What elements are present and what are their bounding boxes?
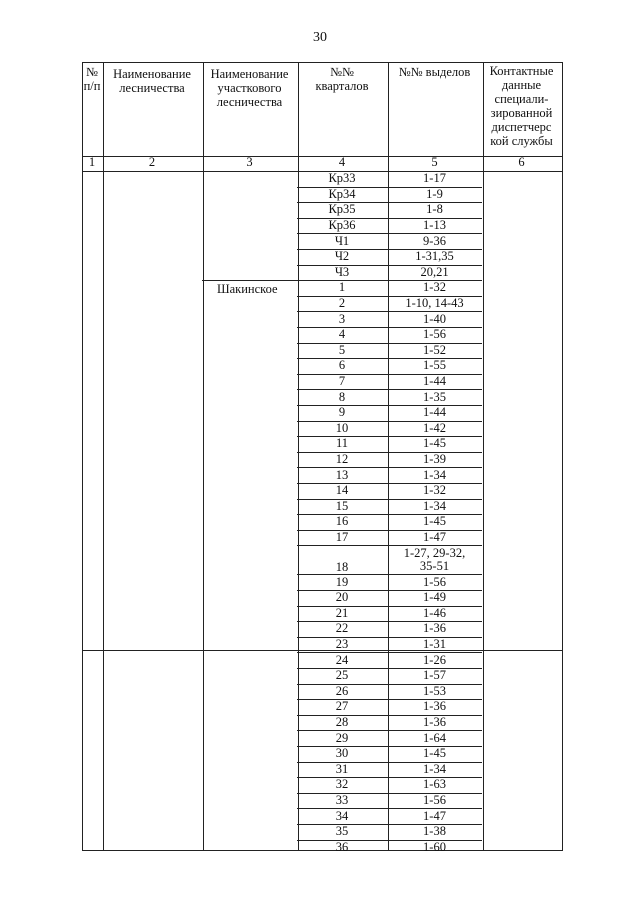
allotments-value: 1-53 xyxy=(423,683,446,698)
allotments-value: 1-36 xyxy=(423,699,446,714)
allotments-value: 1-9 xyxy=(426,186,443,201)
allotments-value: 1-42 xyxy=(423,420,446,435)
allotments-value: 1-35 xyxy=(423,389,446,404)
allotments-cell xyxy=(387,840,482,856)
header-contacts xyxy=(482,64,561,148)
allotments-cell xyxy=(387,483,482,499)
allotments-cell xyxy=(387,530,482,546)
allotments-value: 1-45 xyxy=(423,436,446,451)
quarter-cell: Кр34 xyxy=(328,186,356,201)
quarter-cell: 7 xyxy=(338,374,346,389)
allotments-value: 1-39 xyxy=(423,452,446,467)
quarter-cell: 5 xyxy=(338,342,346,357)
allotments-cell xyxy=(387,777,482,793)
allotments-value: 1-46 xyxy=(423,605,446,620)
allotments-value: 1-34 xyxy=(423,467,446,482)
column-divider xyxy=(203,63,204,850)
allotments-cell xyxy=(387,374,482,390)
quarter-cell: 20 xyxy=(335,590,349,605)
allotments-value: 1-44 xyxy=(423,374,446,389)
allotments-value: 1-52 xyxy=(423,342,446,357)
allotments-value: 1-17 xyxy=(423,171,446,186)
allotments-value: 1-26 xyxy=(423,652,446,667)
allotments-cell xyxy=(387,668,482,684)
allotments-value: 1-63 xyxy=(423,777,446,792)
header-district-name-line: Наименование xyxy=(210,67,289,81)
quarter-cell: 34 xyxy=(335,808,349,823)
allotments-cell xyxy=(387,545,482,574)
quarter-cell: 28 xyxy=(335,715,349,730)
quarter-cell: 36 xyxy=(335,839,349,854)
allotments-cell xyxy=(387,499,482,515)
header-forestry-name-line: лесничества xyxy=(119,81,185,95)
quarter-cell: 35 xyxy=(335,824,349,839)
allotments-cell xyxy=(387,187,482,203)
header-contacts-line: диспетчерс xyxy=(491,120,552,134)
allotments-cell xyxy=(387,311,482,327)
quarter-cell: 31 xyxy=(335,761,349,776)
quarter-cell: Кр33 xyxy=(328,171,356,186)
allotments-value: 1-60 xyxy=(423,839,446,854)
header-contacts-line: зированной xyxy=(490,106,553,120)
header-quarters-line: кварталов xyxy=(315,79,369,93)
allotments-value: 35-51 xyxy=(419,558,450,573)
quarter-cell: 18 xyxy=(335,560,349,575)
allotments-cell xyxy=(387,358,482,374)
allotments-value: 1-32 xyxy=(423,280,446,295)
quarter-cell: 10 xyxy=(335,420,349,435)
header-num-line: № xyxy=(86,65,98,79)
allotments-cell xyxy=(387,606,482,622)
column-number-3: 3 xyxy=(246,155,253,169)
allotments-value: 1-44 xyxy=(423,405,446,420)
header-num xyxy=(82,65,102,93)
quarter-cell: 24 xyxy=(335,652,349,667)
header-contacts-line: Контактные xyxy=(489,64,554,78)
allotments-value: 1-36 xyxy=(423,715,446,730)
allotments-value: 1-8 xyxy=(426,202,443,217)
column-number-1: 1 xyxy=(88,155,96,169)
quarter-cell: 30 xyxy=(335,746,349,761)
allotments-cell xyxy=(387,249,482,265)
allotments-value: 1-34 xyxy=(423,498,446,513)
quarter-cell: 15 xyxy=(335,498,349,513)
quarter-cell: 21 xyxy=(335,605,349,620)
allotments-value: 1-13 xyxy=(423,218,446,233)
allotments-value: 1-56 xyxy=(423,793,446,808)
header-quarters xyxy=(297,65,387,93)
allotments-value: 1-27, 29-32, xyxy=(403,545,466,560)
allotments-cell xyxy=(387,699,482,715)
allotments-value: 1-36 xyxy=(423,621,446,636)
quarter-cell: Ч2 xyxy=(334,249,350,264)
quarter-cell: 26 xyxy=(335,683,349,698)
quarter-cell: 32 xyxy=(335,777,349,792)
quarter-cell: 13 xyxy=(335,467,349,482)
allotments-cell xyxy=(387,652,482,668)
allotments-value: 1-31,35 xyxy=(415,249,454,264)
quarter-cell: 9 xyxy=(338,405,346,420)
quarter-cell: 4 xyxy=(338,327,346,342)
district-label: Шакинское xyxy=(217,282,278,297)
allotments-value: 1-64 xyxy=(423,730,446,745)
allotments-value: 1-47 xyxy=(423,530,446,545)
allotments-cell xyxy=(387,467,482,483)
allotments-value: 1-56 xyxy=(423,574,446,589)
allotments-cell xyxy=(387,574,482,590)
allotments-value: 1-57 xyxy=(423,668,446,683)
allotments-cell xyxy=(387,265,482,281)
allotments-cell xyxy=(387,233,482,249)
column-divider xyxy=(103,63,104,850)
quarter-cell: 2 xyxy=(338,296,346,311)
allotments-cell xyxy=(387,514,482,530)
quarter-cell: 1 xyxy=(338,280,346,295)
allotments-cell xyxy=(387,202,482,218)
allotments-value: 1-45 xyxy=(423,514,446,529)
allotments-cell xyxy=(387,452,482,468)
header-forestry-name xyxy=(102,67,202,95)
allotments-value: 1-10, 14-43 xyxy=(405,296,464,311)
allotments-value: 9-36 xyxy=(423,233,446,248)
allotments-cell xyxy=(387,808,482,824)
column-number-5: 5 xyxy=(431,155,438,169)
allotments-cell xyxy=(387,684,482,700)
page-number: 30 xyxy=(313,30,327,45)
allotments-cell xyxy=(387,746,482,762)
header-num-line: п/п xyxy=(83,79,101,93)
allotments-cell xyxy=(387,389,482,405)
header-allotments-line: №№ выделов xyxy=(398,65,471,79)
allotments-cell xyxy=(387,762,482,778)
header-contacts-line: кой службы xyxy=(490,134,553,148)
quarter-cell: 16 xyxy=(335,514,349,529)
allotments-value: 1-49 xyxy=(423,590,446,605)
quarter-cell: 23 xyxy=(335,637,349,652)
header-forestry-name-line: Наименование xyxy=(113,67,191,81)
quarter-cell: 8 xyxy=(338,389,346,404)
allotments-value: 1-34 xyxy=(423,761,446,776)
quarter-cell: 19 xyxy=(335,574,349,589)
allotments-value: 1-40 xyxy=(423,311,446,326)
quarter-cell: Ч1 xyxy=(334,233,350,248)
allotments-cell xyxy=(387,824,482,840)
column-number-4: 4 xyxy=(338,155,346,169)
allotments-cell xyxy=(387,218,482,234)
allotments-cell xyxy=(387,730,482,746)
allotments-cell xyxy=(387,405,482,421)
allotments-cell xyxy=(387,280,482,296)
allotments-cell xyxy=(387,637,482,653)
allotments-cell xyxy=(387,171,482,187)
quarter-cell: 22 xyxy=(335,621,349,636)
quarter-cell: 6 xyxy=(338,358,346,373)
quarter-cell: 33 xyxy=(335,793,349,808)
quarter-cell: 14 xyxy=(335,483,349,498)
allotments-cell xyxy=(387,590,482,606)
allotments-value: 1-45 xyxy=(423,746,446,761)
header-district-name-line: лесничества xyxy=(216,95,283,109)
quarter-cell: 25 xyxy=(335,668,349,683)
quarter-cell: 27 xyxy=(335,699,349,714)
quarter-cell: 29 xyxy=(335,730,349,745)
allotments-value: 20,21 xyxy=(420,264,449,279)
allotments-value: 1-32 xyxy=(423,483,446,498)
column-divider xyxy=(483,63,484,850)
allotments-cell xyxy=(387,327,482,343)
allotments-cell xyxy=(387,436,482,452)
column-number-2: 2 xyxy=(148,155,156,169)
header-contacts-line: данные xyxy=(501,78,542,92)
quarter-cell: Кр35 xyxy=(328,202,356,217)
header-contacts-line: специали- xyxy=(494,92,549,106)
quarter-cell: Ч3 xyxy=(334,264,350,279)
header-district-name-line: участкового xyxy=(217,81,282,95)
quarter-cell: 11 xyxy=(335,436,349,451)
column-number-6: 6 xyxy=(518,155,525,169)
quarter-cell: Кр36 xyxy=(328,218,356,233)
allotments-cell xyxy=(387,421,482,437)
allotments-cell xyxy=(387,343,482,359)
header-allotments xyxy=(387,65,482,79)
quarter-cell: 3 xyxy=(338,311,346,326)
district-divider xyxy=(202,280,297,281)
allotments-cell xyxy=(387,793,482,809)
allotments-value: 1-38 xyxy=(423,824,446,839)
allotments-value: 1-56 xyxy=(423,327,446,342)
allotments-value: 1-47 xyxy=(423,808,446,823)
allotments-value: 1-55 xyxy=(423,358,446,373)
quarter-cell: 17 xyxy=(335,530,349,545)
quarter-cell: 12 xyxy=(335,452,349,467)
allotments-cell xyxy=(387,715,482,731)
header-quarters-line: №№ xyxy=(330,65,354,79)
header-district-name xyxy=(202,67,297,109)
allotments-cell xyxy=(387,621,482,637)
allotments-value: 1-31 xyxy=(423,637,446,652)
allotments-cell xyxy=(387,296,482,312)
